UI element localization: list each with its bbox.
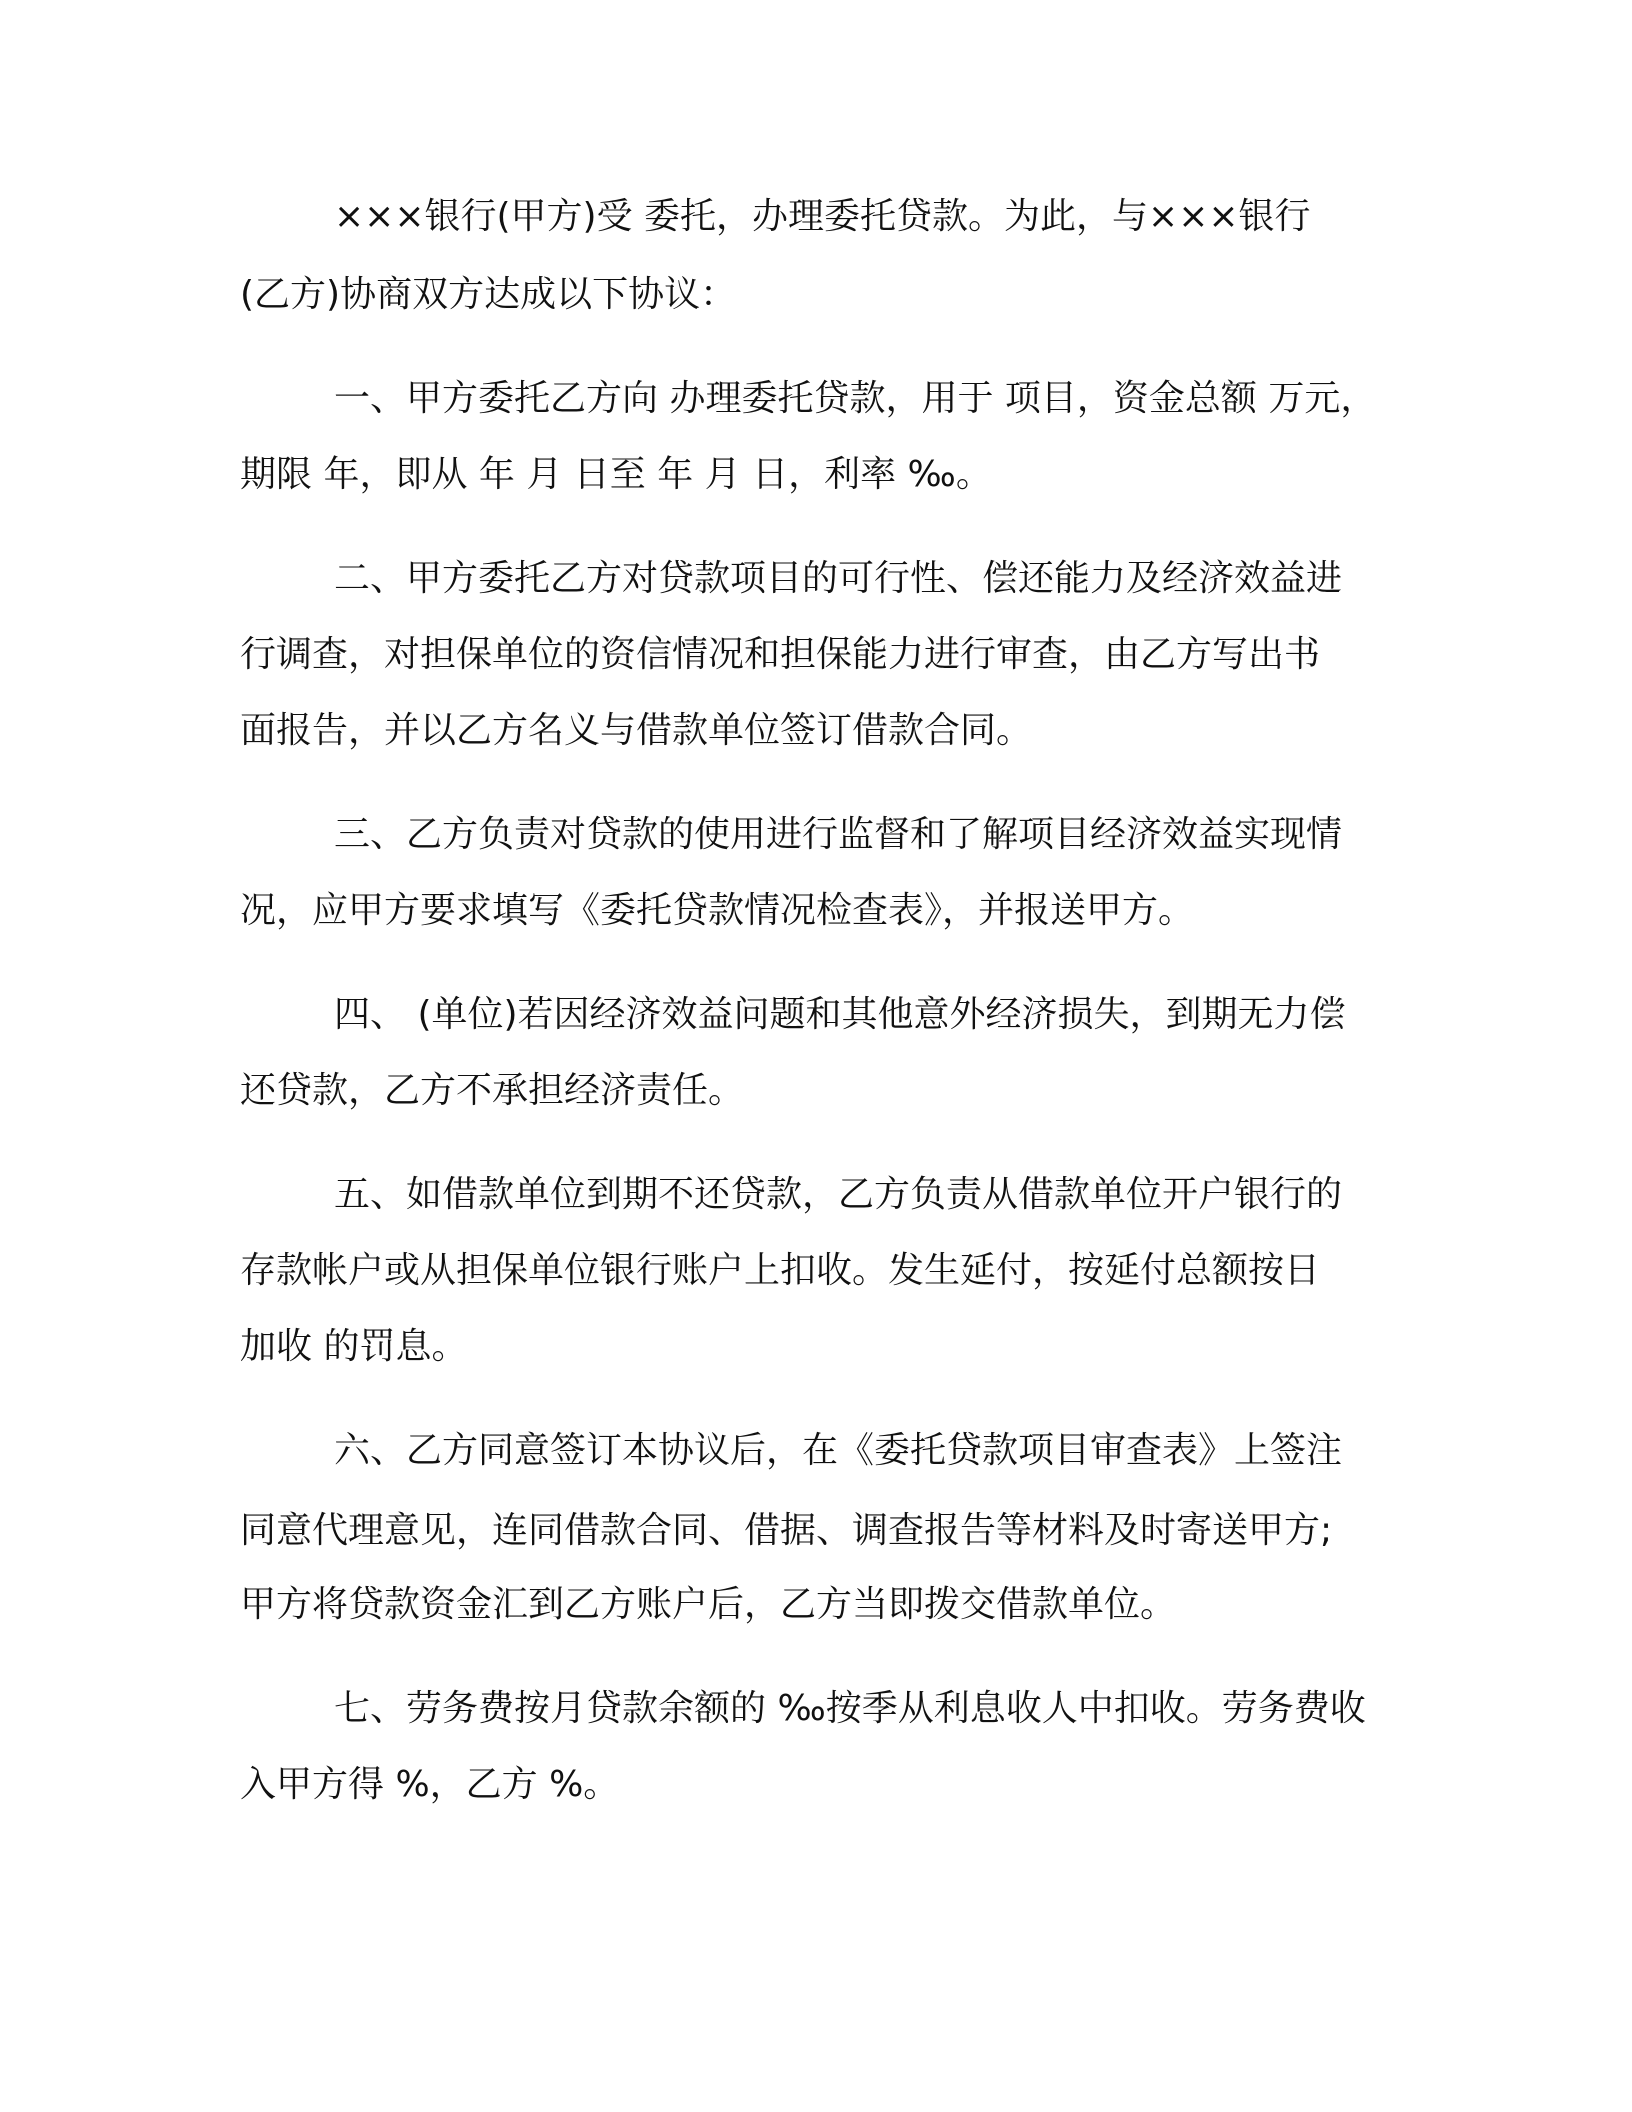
clause-1-line-2: 期限 年，即从 年 月 日至 年 月 日，利率 ‰。 xyxy=(240,454,992,495)
clause-6-line-1: 六、乙方同意签订本协议后，在《委托贷款项目审查表》上签注 xyxy=(334,1430,1343,1471)
clause-6-line-2: 同意代理意见，连同借款合同、借据、调查报告等材料及时寄送甲方; xyxy=(240,1510,1333,1551)
clause-3-line-2: 况，应甲方要求填写《委托贷款情况检查表》，并报送甲方。 xyxy=(240,890,1195,931)
clause-2-line-2: 行调查，对担保单位的资信情况和担保能力进行审查，由乙方写出书 xyxy=(240,634,1321,675)
clause-4-line-1: 四、 (单位)若因经济效益问题和其他意外经济损失，到期无力偿 xyxy=(334,994,1346,1035)
clause-7-line-1: 七、劳务费按月贷款余额的 ‰按季从利息收人中扣收。劳务费收 xyxy=(334,1688,1366,1729)
clause-5-line-2: 存款帐户或从担保单位银行账户上扣收。发生延付，按延付总额按日 xyxy=(240,1250,1321,1291)
clause-2-line-3: 面报告，并以乙方名义与借款单位签订借款合同。 xyxy=(240,710,1033,751)
clause-2-line-1: 二、甲方委托乙方对贷款项目的可行性、偿还能力及经济效益进 xyxy=(334,558,1343,599)
clause-7-line-2: 入甲方得 %，乙方 %。 xyxy=(240,1764,620,1805)
clause-1-line-1: 一、甲方委托乙方向 办理委托贷款，用于 项目，资金总额 万元， xyxy=(334,378,1377,419)
clause-5-line-1: 五、如借款单位到期不还贷款，乙方负责从借款单位开户银行的 xyxy=(334,1174,1343,1215)
intro-line-2: (乙方)协商双方达成以下协议： xyxy=(240,274,737,315)
clause-6-line-3: 甲方将贷款资金汇到乙方账户后，乙方当即拨交借款单位。 xyxy=(240,1584,1177,1625)
clause-5-line-3: 加收 的罚息。 xyxy=(240,1326,468,1367)
intro-line-1: ×××银行(甲方)受 委托，办理委托贷款。为此，与×××银行 xyxy=(334,196,1311,237)
clause-3-line-1: 三、乙方负责对贷款的使用进行监督和了解项目经济效益实现情 xyxy=(334,814,1343,855)
clause-4-line-2: 还贷款，乙方不承担经济责任。 xyxy=(240,1070,745,1111)
